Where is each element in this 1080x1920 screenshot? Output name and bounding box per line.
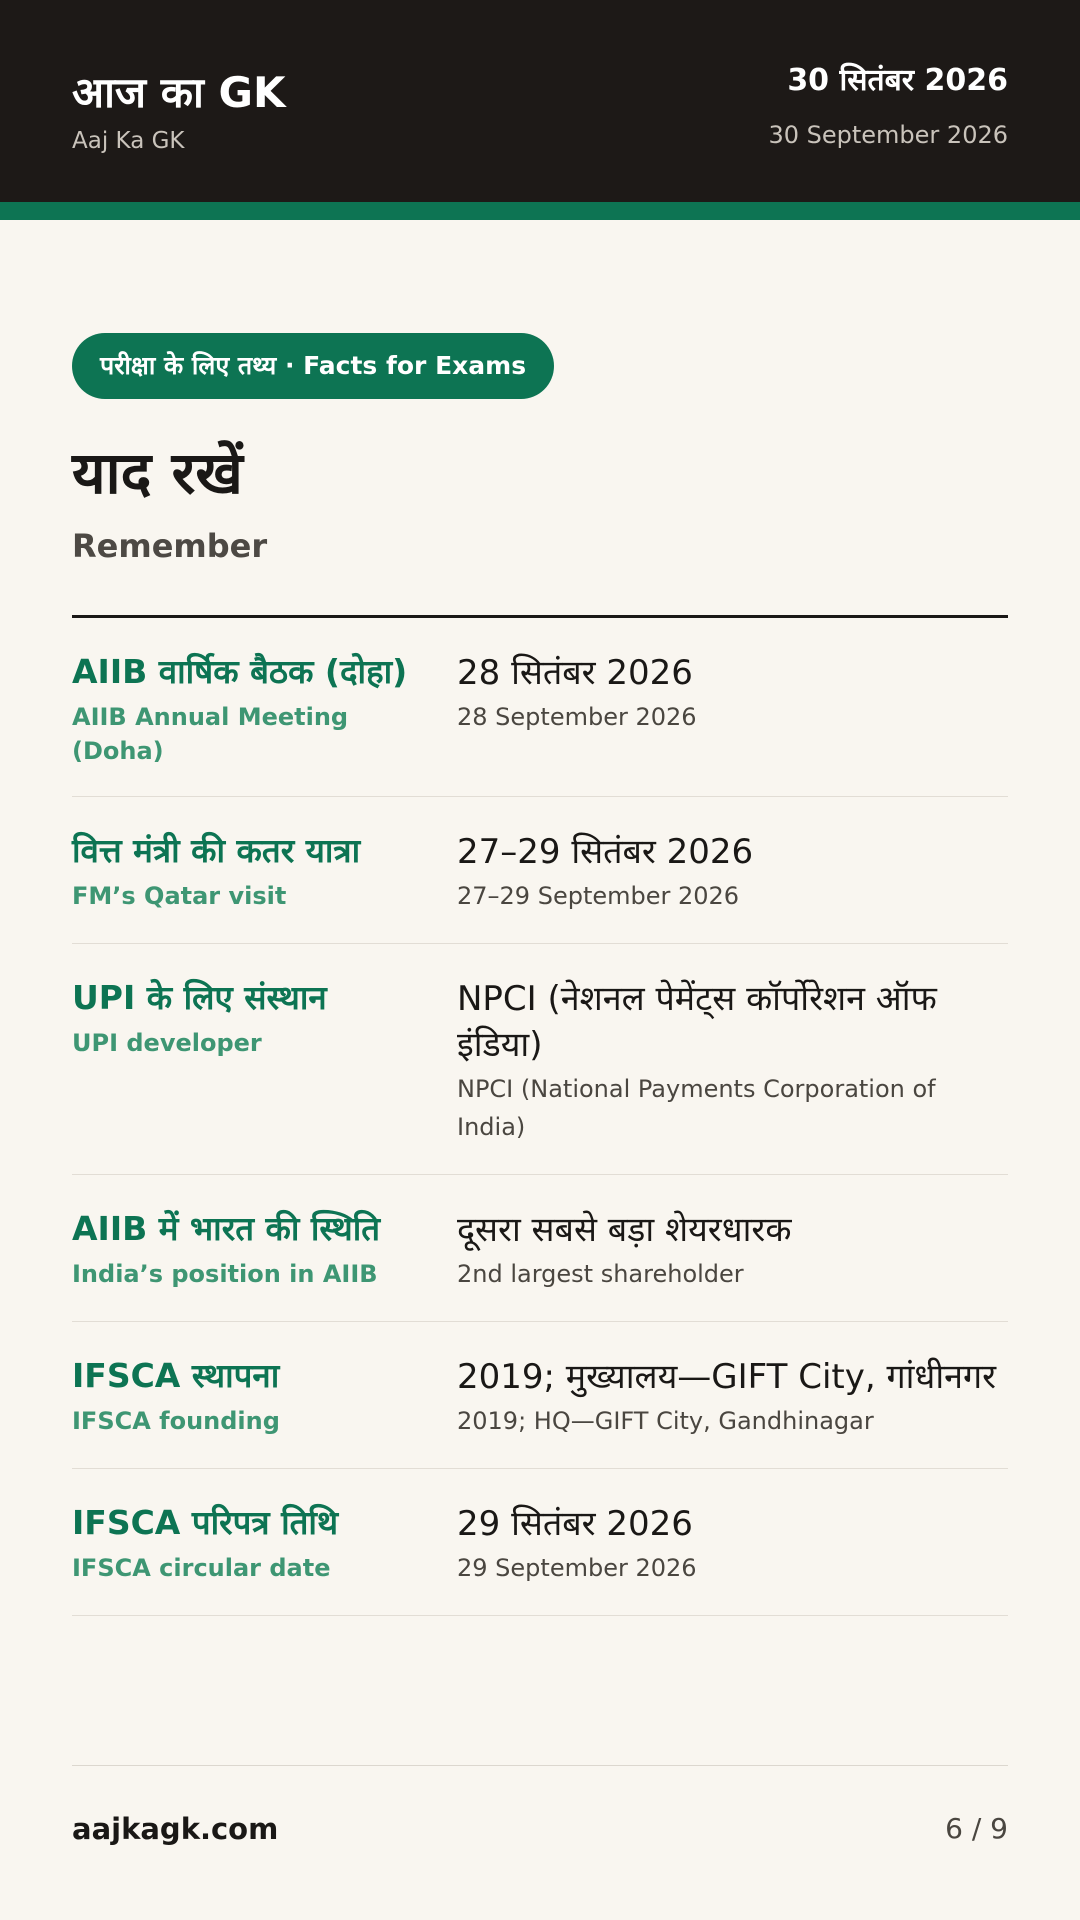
fact-value-english: 2nd largest shareholder: [457, 1260, 744, 1288]
date-hindi: 30 सितंबर 2026: [787, 63, 1008, 98]
fact-label-english: IFSCA circular date: [72, 1554, 331, 1582]
fact-value-hindi: दूसरा सबसे बड़ा शेयरधारक: [457, 1210, 792, 1250]
fact-row: [72, 1322, 1008, 1469]
fact-label: [72, 650, 457, 768]
fact-row: [72, 1469, 1008, 1616]
fact-label-hindi: IFSCA परिपत्र तिथि: [72, 1503, 339, 1542]
fact-label: [72, 1354, 457, 1440]
header-bar: [0, 0, 1080, 202]
fact-label-hindi: वित्त मंत्री की कतर यात्रा: [72, 831, 361, 870]
date-english: 30 September 2026: [768, 121, 1008, 149]
fact-label: [72, 829, 457, 915]
footer-divider: [72, 1765, 1008, 1766]
fact-value-hindi: 29 सितंबर 2026: [457, 1504, 693, 1544]
fact-value-english: 29 September 2026: [457, 1554, 697, 1582]
fact-label-hindi: AIIB वार्षिक बैठक (दोहा): [72, 652, 408, 691]
fact-value-hindi: 28 सितंबर 2026: [457, 653, 693, 693]
fact-label: [72, 976, 457, 1146]
fact-value: [457, 1354, 1008, 1440]
fact-label-english: AIIB Annual Meeting (Doha): [72, 703, 349, 765]
facts-list: [72, 618, 1008, 1616]
page-indicator: 6 / 9: [945, 1812, 1008, 1845]
fact-label-english: IFSCA founding: [72, 1407, 280, 1435]
section-heading-hindi: याद रखें: [72, 439, 243, 507]
brand-title: आज का GK: [72, 68, 286, 117]
brand-subtitle: Aaj Ka GK: [72, 128, 185, 154]
fact-label-hindi: UPI के लिए संस्थान: [72, 978, 327, 1017]
footer-site-link[interactable]: aajkagk.com: [72, 1812, 279, 1846]
fact-label: [72, 1501, 457, 1587]
fact-value-english: NPCI (National Payments Corporation of India): [457, 1075, 936, 1141]
fact-value: [457, 650, 1008, 768]
fact-value: [457, 829, 1008, 915]
fact-value: [457, 1207, 1008, 1293]
fact-value-english: 2019; HQ—GIFT City, Gandhinagar: [457, 1407, 874, 1435]
fact-row: [72, 618, 1008, 797]
fact-value: [457, 1501, 1008, 1587]
fact-value: [457, 976, 1008, 1146]
fact-row: [72, 944, 1008, 1175]
section-badge: परीक्षा के लिए तथ्य · Facts for Exams: [72, 333, 554, 399]
section-heading-english: Remember: [72, 527, 268, 565]
fact-label-english: UPI developer: [72, 1029, 262, 1057]
fact-value-english: 27–29 September 2026: [457, 882, 740, 910]
fact-value-hindi: 2019; मुख्यालय—GIFT City, गांधीनगर: [457, 1357, 997, 1397]
fact-row: [72, 1175, 1008, 1322]
fact-value-hindi: 27–29 सितंबर 2026: [457, 832, 754, 872]
fact-row: [72, 797, 1008, 944]
fact-label-english: FM’s Qatar visit: [72, 882, 287, 910]
fact-label-hindi: AIIB में भारत की स्थिति: [72, 1209, 381, 1248]
fact-label-english: India’s position in AIIB: [72, 1260, 378, 1288]
header-accent-stripe: [0, 202, 1080, 220]
fact-label-hindi: IFSCA स्थापना: [72, 1356, 280, 1395]
fact-label: [72, 1207, 457, 1293]
fact-value-english: 28 September 2026: [457, 703, 697, 731]
fact-value-hindi: NPCI (नेशनल पेमेंट्स कॉर्पोरेशन ऑफ इंडिया): [457, 979, 937, 1065]
